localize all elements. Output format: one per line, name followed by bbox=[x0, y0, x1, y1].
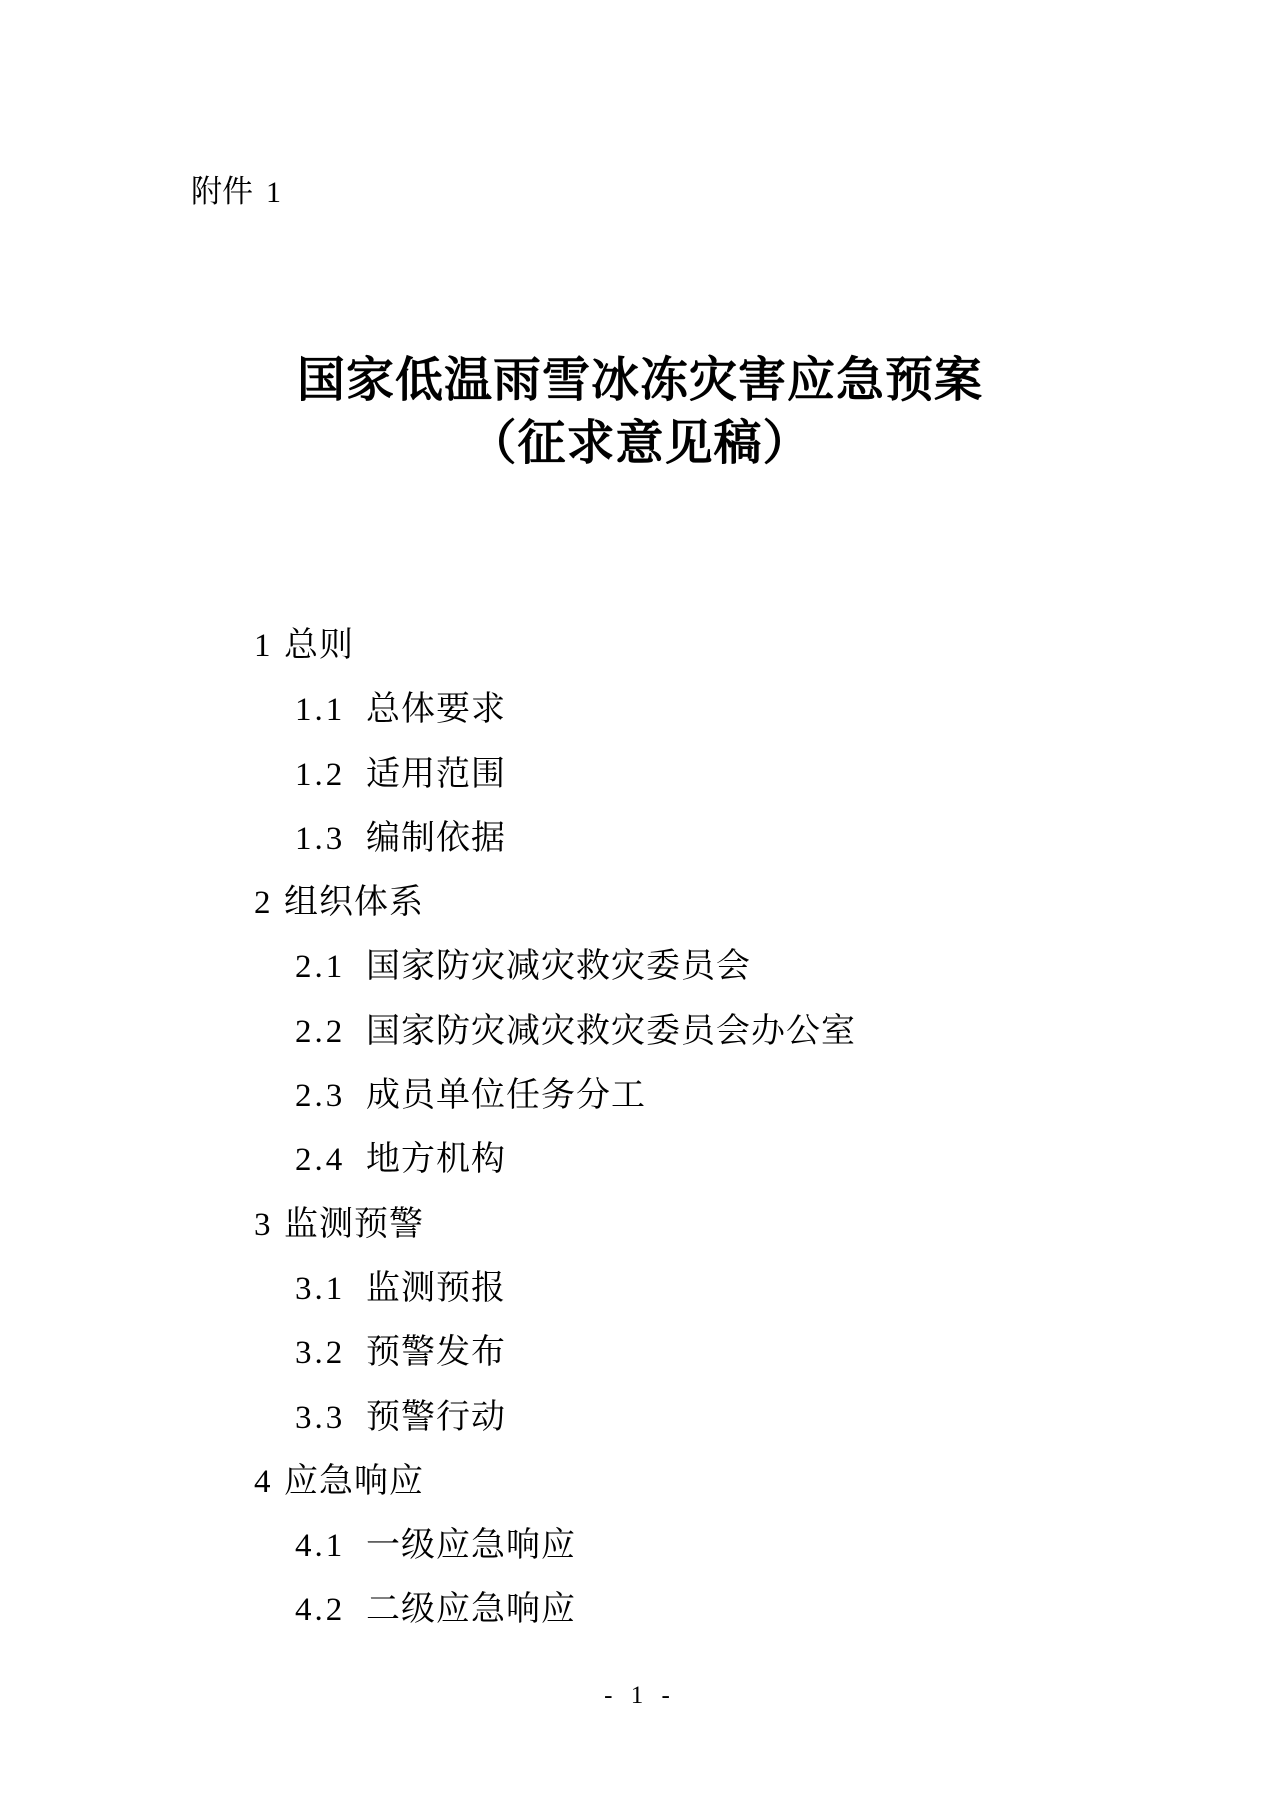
toc-item-label: 国家防灾减灾救灾委员会 bbox=[366, 947, 751, 986]
toc-item-number: 4.2 bbox=[295, 1592, 346, 1629]
toc-item-label: 总体要求 bbox=[366, 690, 506, 729]
toc-item-number: 2.2 bbox=[295, 1013, 346, 1050]
toc-item-number: 2.3 bbox=[295, 1078, 346, 1115]
toc-item bbox=[0, 1577, 1280, 1641]
toc-item bbox=[0, 1127, 1280, 1191]
toc-item bbox=[0, 870, 1280, 934]
toc-item-label: 成员单位任务分工 bbox=[366, 1076, 646, 1115]
toc-item-number: 3.2 bbox=[295, 1335, 346, 1372]
attachment-text: 附件 bbox=[191, 174, 253, 209]
toc-item bbox=[0, 613, 1280, 677]
toc-item-number: 2.1 bbox=[295, 949, 346, 986]
toc-item bbox=[0, 1192, 1280, 1256]
toc-item-label: 组织体系 bbox=[284, 883, 424, 922]
toc-item-number: 3.3 bbox=[295, 1399, 346, 1436]
toc-item bbox=[0, 677, 1280, 741]
toc-item-number: 1.1 bbox=[295, 692, 346, 729]
toc-item-label: 总则 bbox=[284, 626, 354, 664]
toc-item-label: 适用范围 bbox=[366, 754, 506, 793]
toc-item bbox=[0, 1449, 1280, 1513]
toc-item bbox=[0, 999, 1280, 1063]
toc-item-number: 1.3 bbox=[295, 820, 346, 857]
page-number: - 1 - bbox=[604, 1682, 676, 1709]
toc-item bbox=[0, 742, 1280, 806]
toc-item bbox=[0, 1320, 1280, 1384]
toc-item-number: 1 bbox=[254, 628, 274, 664]
toc-item-label: 监测预报 bbox=[366, 1268, 506, 1307]
toc-item-number: 3.1 bbox=[295, 1270, 346, 1307]
toc-item-number: 4 bbox=[254, 1463, 274, 1500]
title-line-1: 国家低温雨雪冰冻灾害应急预案 bbox=[296, 354, 983, 407]
title-line-2: （征求意见稿） bbox=[468, 417, 812, 470]
toc-item bbox=[0, 934, 1280, 998]
toc-item-label: 编制依据 bbox=[366, 818, 506, 857]
toc-item bbox=[0, 1063, 1280, 1127]
toc-item bbox=[0, 1385, 1280, 1449]
toc-item-label: 国家防灾减灾救灾委员会办公室 bbox=[366, 1011, 856, 1050]
toc-item-label: 预警行动 bbox=[366, 1397, 506, 1436]
toc-item-number: 4.1 bbox=[295, 1528, 346, 1565]
toc-item-number: 2 bbox=[254, 885, 274, 922]
toc-item-label: 应急响应 bbox=[284, 1461, 424, 1500]
toc-item-label: 预警发布 bbox=[366, 1333, 506, 1372]
document-title bbox=[0, 349, 1280, 475]
toc-item bbox=[0, 1256, 1280, 1320]
toc-item-number: 3 bbox=[254, 1206, 274, 1243]
toc-item-label: 地方机构 bbox=[366, 1140, 506, 1179]
table-of-contents bbox=[0, 613, 1280, 1642]
toc-item-label: 一级应急响应 bbox=[366, 1526, 576, 1565]
toc-item bbox=[0, 806, 1280, 870]
toc-item-number: 2.4 bbox=[295, 1142, 346, 1179]
toc-item-number: 1.2 bbox=[295, 756, 346, 793]
toc-item bbox=[0, 1513, 1280, 1577]
attachment-label bbox=[191, 172, 281, 213]
attachment-number: 1 bbox=[266, 176, 281, 209]
toc-item-label: 监测预警 bbox=[284, 1204, 424, 1243]
toc-item-label: 二级应急响应 bbox=[366, 1590, 576, 1629]
